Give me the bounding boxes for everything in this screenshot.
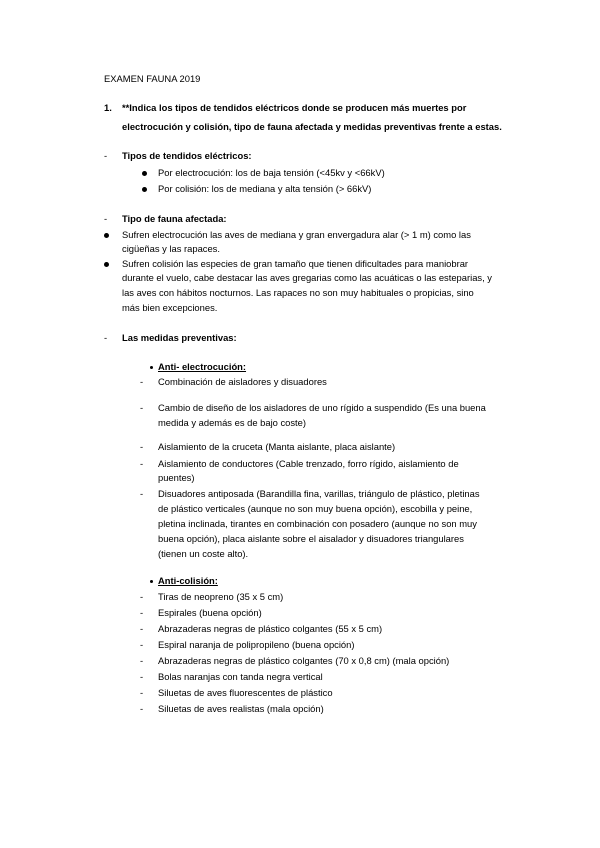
electro-item-cont: pletina inclinada, tirantes en combinación con posadero (aunque no son muy (158, 518, 477, 529)
dash-marker: - (140, 687, 144, 698)
fauna-p1-line: Sufren electrocución las aves de mediana y gran envergadura alar (> 1 m) como las (122, 229, 471, 240)
dash-marker: - (140, 703, 144, 714)
electro-item-cont: medida y además es de bajo coste) (158, 417, 306, 428)
dash-marker: - (104, 150, 108, 161)
electro-item: Disuadores antiposada (Barandilla fina, varillas, triángulo de plástico, pletinas (158, 488, 480, 499)
dash-marker: - (140, 671, 144, 682)
bullet-icon (104, 262, 109, 267)
dash-marker: - (140, 441, 144, 452)
dash-marker: - (140, 376, 144, 387)
dash-marker: - (140, 607, 144, 618)
dash-marker: - (104, 332, 108, 343)
electro-item-cont: buena opción), placa aislante sobre el aisalador y disuadores triangulares (158, 533, 464, 544)
bullet-icon (142, 171, 147, 176)
fauna-p2-line: Sufren colisión las especies de gran tamaño que tienen dificultades para maniobrar (122, 258, 469, 269)
dash-marker: - (140, 623, 144, 634)
dash-marker: - (104, 213, 108, 224)
anti-colision-title: Anti-colisión: (158, 575, 218, 586)
electro-item-cont: (tienen un coste alto). (158, 548, 249, 559)
colision-item: Siluetas de aves realistas (mala opción) (158, 703, 324, 714)
electro-item: Aislamiento de la cruceta (Manta aislante, placa aislante) (158, 441, 396, 452)
page-title: EXAMEN FAUNA 2019 (104, 73, 201, 84)
electro-item: Combinación de aisladores y disuadores (158, 376, 327, 387)
bullet-icon (150, 580, 153, 583)
electro-item: Cambio de diseño de los aisladores de uno rígido a suspendido (Es una buena (158, 402, 486, 413)
fauna-heading: Tipo de fauna afectada: (122, 213, 227, 224)
fauna-p2-line: las aves con hábitos nocturnos. Las rapaces no son muy habituales o propicias, sino (122, 287, 474, 298)
colision-item: Siluetas de aves fluorescentes de plástico (158, 687, 333, 698)
fauna-p2-line: más bien excepciones. (122, 302, 218, 313)
dash-marker: - (140, 488, 144, 499)
colision-item: Abrazaderas negras de plástico colgantes (70 x 0,8 cm) (mala opción) (158, 655, 450, 666)
question-line-1: **Indica los tipos de tendidos eléctricos donde se producen más muertes por (122, 102, 467, 113)
tipos-item: Por colisión: los de mediana y alta tensión (> 66kV) (158, 183, 372, 194)
bullet-icon (142, 187, 147, 192)
anti-electrocucion-title: Anti- electrocución: (158, 361, 247, 372)
fauna-p1-line: cigüeñas y las rapaces. (122, 243, 220, 254)
electro-item-cont: de plástico verticales (aunque no son muy buena opción), escobilla y peine, (158, 503, 473, 514)
medidas-heading: Las medidas preventivas: (122, 332, 237, 343)
electro-item: Aislamiento de conductores (Cable trenzado, forro rígido, aislamiento de (158, 458, 459, 469)
tipos-heading: Tipos de tendidos eléctricos: (122, 150, 252, 161)
electro-item-cont: puentes) (158, 472, 195, 483)
colision-item: Espiral naranja de polipropileno (buena opción) (158, 639, 355, 650)
colision-item: Bolas naranjas con tanda negra vertical (158, 671, 323, 682)
bullet-icon (104, 233, 109, 238)
colision-item: Tiras de neopreno (35 x 5 cm) (158, 591, 284, 602)
dash-marker: - (140, 639, 144, 650)
dash-marker: - (140, 402, 144, 413)
dash-marker: - (140, 591, 144, 602)
colision-item: Abrazaderas negras de plástico colgantes (55 x 5 cm) (158, 623, 383, 634)
question-line-2: electrocución y colisión, tipo de fauna afectada y medidas preventivas frente a estas. (122, 121, 502, 132)
fauna-p2-line: durante el vuelo, cabe destacar las aves gregarias como las acuáticas o las esteparias, y (122, 272, 492, 283)
colision-item: Espirales (buena opción) (158, 607, 262, 618)
tipos-item: Por electrocución: los de baja tensión (<45kv y <66kV) (158, 167, 385, 178)
dash-marker: - (140, 458, 144, 469)
bullet-icon (150, 366, 153, 369)
question-number: 1. (104, 102, 112, 113)
dash-marker: - (140, 655, 144, 666)
